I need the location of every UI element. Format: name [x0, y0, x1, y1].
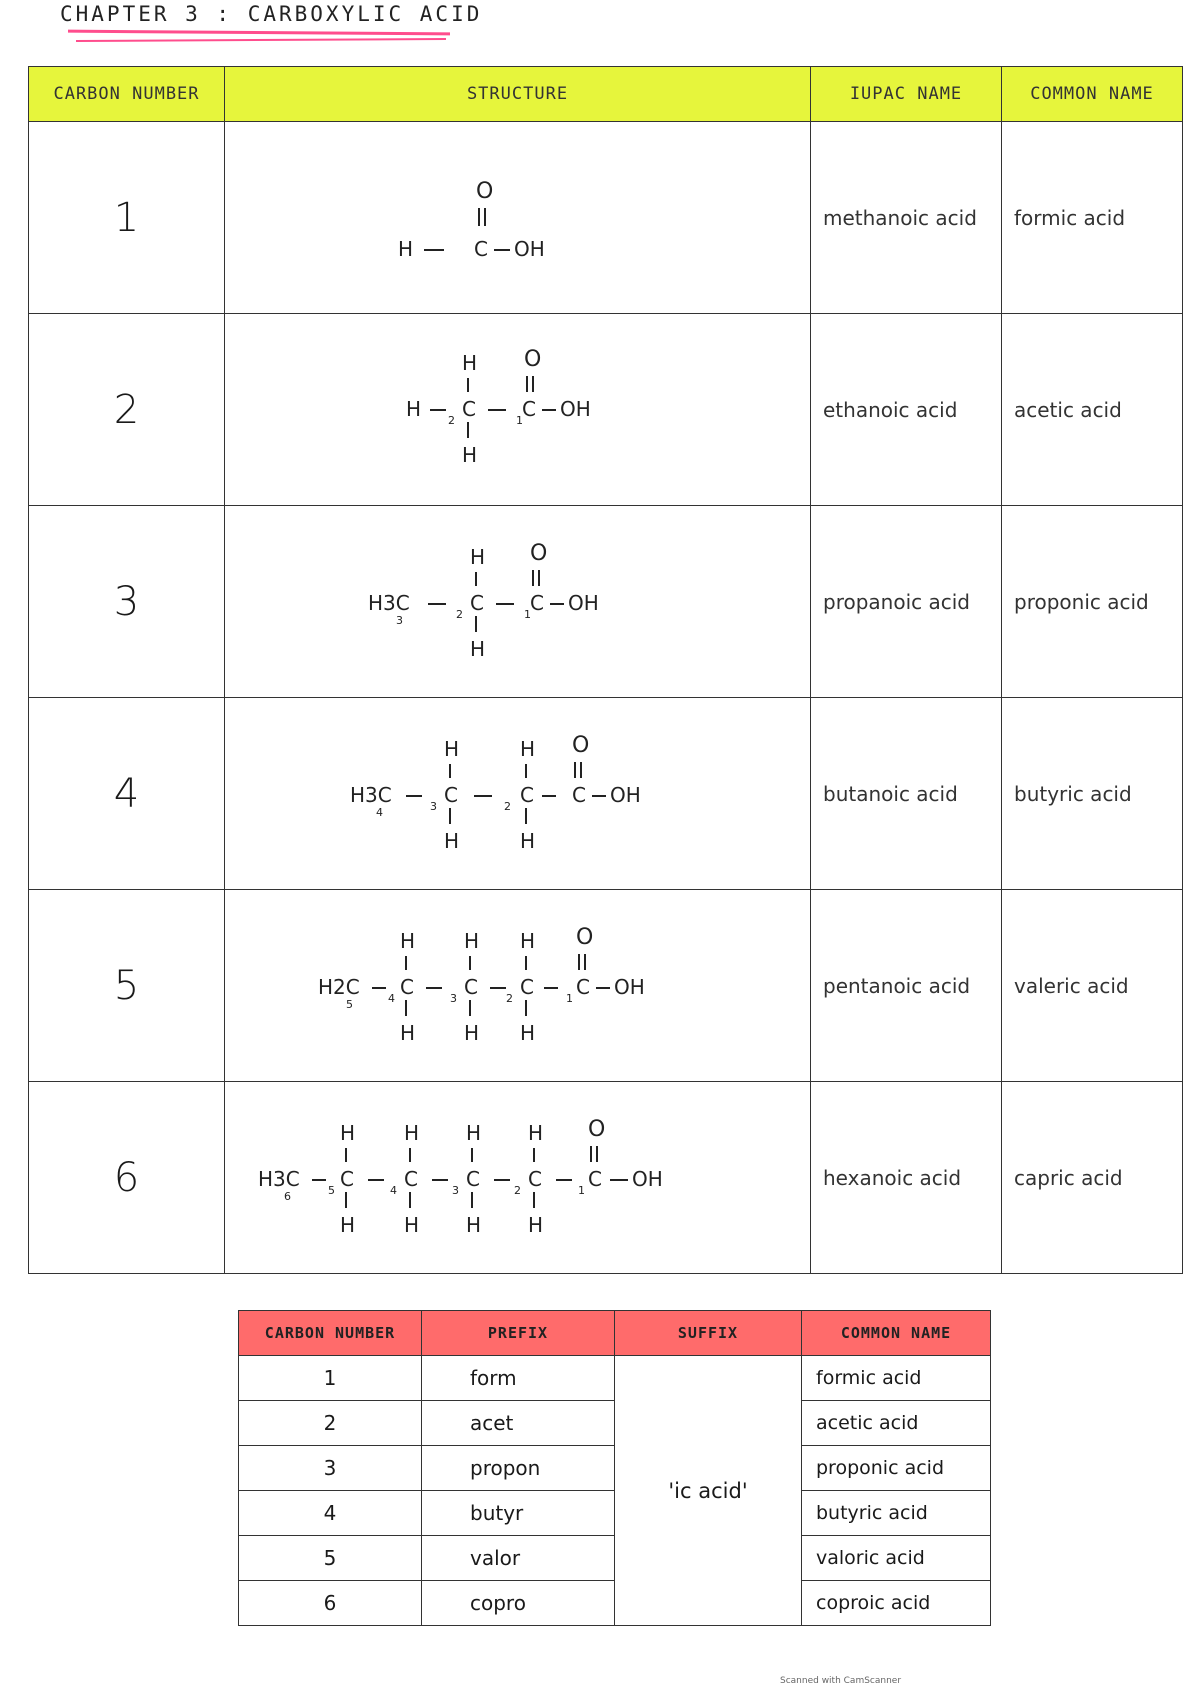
svg-text:2: 2	[503, 799, 511, 813]
svg-text:O: O	[523, 346, 541, 372]
svg-text:1: 1	[515, 413, 523, 427]
structure-formula	[225, 122, 811, 314]
structure-diagram-3	[238, 512, 798, 692]
common-name: formic acid	[1002, 122, 1183, 314]
common-name: formic acid	[802, 1356, 991, 1401]
carbon-number: 2	[29, 314, 225, 506]
prefix: butyr	[422, 1491, 615, 1536]
svg-text:C: C	[587, 1166, 602, 1191]
svg-text:1: 1	[565, 991, 573, 1005]
svg-text:1: 1	[577, 1183, 585, 1197]
svg-text:H: H	[469, 544, 485, 569]
svg-text:H: H	[461, 442, 477, 467]
common-name: valoric acid	[802, 1536, 991, 1581]
table-row	[29, 314, 1183, 506]
carbon-number: 3	[239, 1446, 422, 1491]
carbon-number: 6	[29, 1082, 225, 1274]
svg-text:O: O	[575, 924, 593, 950]
common-name: valeric acid	[1002, 890, 1183, 1082]
svg-text:OH: OH	[609, 782, 641, 807]
svg-text:H: H	[469, 636, 485, 661]
table-row	[29, 122, 1183, 314]
common-name: butyric acid	[802, 1491, 991, 1536]
header-row	[29, 67, 1183, 122]
svg-text:OH: OH	[631, 1166, 663, 1191]
svg-text:H: H	[527, 1120, 543, 1145]
svg-text:H: H	[519, 928, 535, 953]
svg-text:H3C: H3C	[349, 782, 392, 807]
prefix: form	[422, 1356, 615, 1401]
svg-text:C: C	[469, 590, 484, 615]
structure-formula	[225, 698, 811, 890]
table-row	[29, 698, 1183, 890]
svg-text:H: H	[443, 736, 459, 761]
prefix: propon	[422, 1446, 615, 1491]
header-prefix: PREFIX	[422, 1311, 615, 1356]
svg-text:H: H	[399, 1020, 415, 1045]
svg-text:H: H	[339, 1212, 355, 1237]
svg-text:C: C	[463, 974, 478, 999]
header-common-name: COMMON NAME	[1002, 67, 1183, 122]
common-name: capric acid	[1002, 1082, 1183, 1274]
svg-text:OH: OH	[513, 236, 545, 261]
svg-text:C: C	[519, 974, 534, 999]
svg-text:H3C: H3C	[257, 1166, 300, 1191]
svg-text:O: O	[587, 1116, 605, 1142]
iupac-name: methanoic acid	[811, 122, 1002, 314]
carbon-number: 4	[29, 698, 225, 890]
structure-formula	[225, 314, 811, 506]
svg-text:H: H	[519, 828, 535, 853]
svg-text:5: 5	[327, 1183, 335, 1197]
svg-text:3: 3	[449, 991, 457, 1005]
table-row	[29, 890, 1183, 1082]
svg-text:H: H	[443, 828, 459, 853]
svg-text:H: H	[399, 928, 415, 953]
common-name: butyric acid	[1002, 698, 1183, 890]
svg-text:O: O	[529, 540, 547, 566]
header-row	[239, 1311, 991, 1356]
structure-formula	[225, 1082, 811, 1274]
carbon-number: 4	[239, 1491, 422, 1536]
common-name: proponic acid	[1002, 506, 1183, 698]
svg-text:1: 1	[523, 607, 531, 621]
svg-text:C: C	[521, 396, 536, 421]
table-row	[29, 1082, 1183, 1274]
structure-diagram-1	[238, 128, 798, 308]
prefix-suffix-table	[238, 1310, 991, 1626]
iupac-name: propanoic acid	[811, 506, 1002, 698]
svg-text:H3C: H3C	[367, 590, 410, 615]
common-name: proponic acid	[802, 1446, 991, 1491]
svg-text:H: H	[397, 236, 413, 261]
svg-text:C: C	[473, 236, 488, 261]
svg-text:C: C	[443, 782, 458, 807]
header-iupac-name: IUPAC NAME	[811, 67, 1002, 122]
table-row	[29, 506, 1183, 698]
svg-text:OH: OH	[613, 974, 645, 999]
carbon-number: 1	[29, 122, 225, 314]
svg-text:H: H	[519, 1020, 535, 1045]
carboxylic-acid-table	[28, 66, 1183, 1274]
prefix: copro	[422, 1581, 615, 1626]
svg-text:C: C	[399, 974, 414, 999]
structure-formula	[225, 506, 811, 698]
common-name: acetic acid	[1002, 314, 1183, 506]
common-name: acetic acid	[802, 1401, 991, 1446]
svg-text:C: C	[527, 1166, 542, 1191]
svg-text:C: C	[465, 1166, 480, 1191]
svg-text:C: C	[575, 974, 590, 999]
iupac-name: butanoic acid	[811, 698, 1002, 890]
common-name: coproic acid	[802, 1581, 991, 1626]
svg-text:C: C	[461, 396, 476, 421]
title-underline-2	[76, 38, 446, 42]
svg-text:5: 5	[345, 997, 353, 1011]
svg-text:H: H	[339, 1120, 355, 1145]
iupac-name: hexanoic acid	[811, 1082, 1002, 1274]
svg-text:H: H	[463, 928, 479, 953]
svg-text:6: 6	[283, 1189, 291, 1203]
carbon-number: 5	[239, 1536, 422, 1581]
structure-formula	[225, 890, 811, 1082]
svg-text:3: 3	[395, 613, 403, 627]
svg-text:OH: OH	[559, 396, 591, 421]
header-carbon-number: CARBON NUMBER	[239, 1311, 422, 1356]
table-row	[239, 1356, 991, 1401]
svg-text:H: H	[519, 736, 535, 761]
iupac-name: pentanoic acid	[811, 890, 1002, 1082]
structure-diagram-6	[228, 1088, 808, 1268]
svg-text:H: H	[465, 1120, 481, 1145]
svg-text:C: C	[519, 782, 534, 807]
structure-diagram-4	[238, 704, 798, 884]
carbon-number: 1	[239, 1356, 422, 1401]
svg-text:4: 4	[389, 1183, 397, 1197]
svg-text:H: H	[403, 1120, 419, 1145]
svg-text:H2C: H2C	[317, 974, 360, 999]
scanner-footer: Scanned with CamScanner	[780, 1676, 902, 1686]
svg-text:3: 3	[429, 799, 437, 813]
carbon-number: 3	[29, 506, 225, 698]
page-title: CHAPTER 3 : CARBOXYLIC ACID	[60, 2, 483, 26]
header-common-name: COMMON NAME	[802, 1311, 991, 1356]
svg-text:OH: OH	[567, 590, 599, 615]
svg-text:H: H	[403, 1212, 419, 1237]
prefix: acet	[422, 1401, 615, 1446]
svg-text:H: H	[465, 1212, 481, 1237]
title-underline	[68, 30, 450, 36]
structure-diagram-5	[238, 896, 798, 1076]
header-suffix: SUFFIX	[615, 1311, 802, 1356]
svg-text:4: 4	[375, 805, 383, 819]
svg-text:C: C	[571, 782, 586, 807]
svg-text:2: 2	[513, 1183, 521, 1197]
header-carbon-number: CARBON NUMBER	[29, 67, 225, 122]
svg-text:3: 3	[451, 1183, 459, 1197]
svg-text:H: H	[527, 1212, 543, 1237]
suffix: 'ic acid'	[615, 1356, 802, 1626]
svg-text:O: O	[571, 732, 589, 758]
svg-text:H: H	[461, 350, 477, 375]
svg-text:4: 4	[387, 991, 395, 1005]
svg-text:2: 2	[447, 413, 455, 427]
iupac-name: ethanoic acid	[811, 314, 1002, 506]
svg-text:C: C	[403, 1166, 418, 1191]
prefix: valor	[422, 1536, 615, 1581]
svg-text:H: H	[405, 396, 421, 421]
carbon-number: 5	[29, 890, 225, 1082]
svg-text:C: C	[529, 590, 544, 615]
header-structure: STRUCTURE	[225, 67, 811, 122]
carbon-number: 2	[239, 1401, 422, 1446]
svg-text:O: O	[475, 178, 493, 204]
svg-text:C: C	[339, 1166, 354, 1191]
carbon-number: 6	[239, 1581, 422, 1626]
svg-text:2: 2	[505, 991, 513, 1005]
structure-diagram-2	[238, 320, 798, 500]
svg-text:H: H	[463, 1020, 479, 1045]
svg-text:2: 2	[455, 607, 463, 621]
